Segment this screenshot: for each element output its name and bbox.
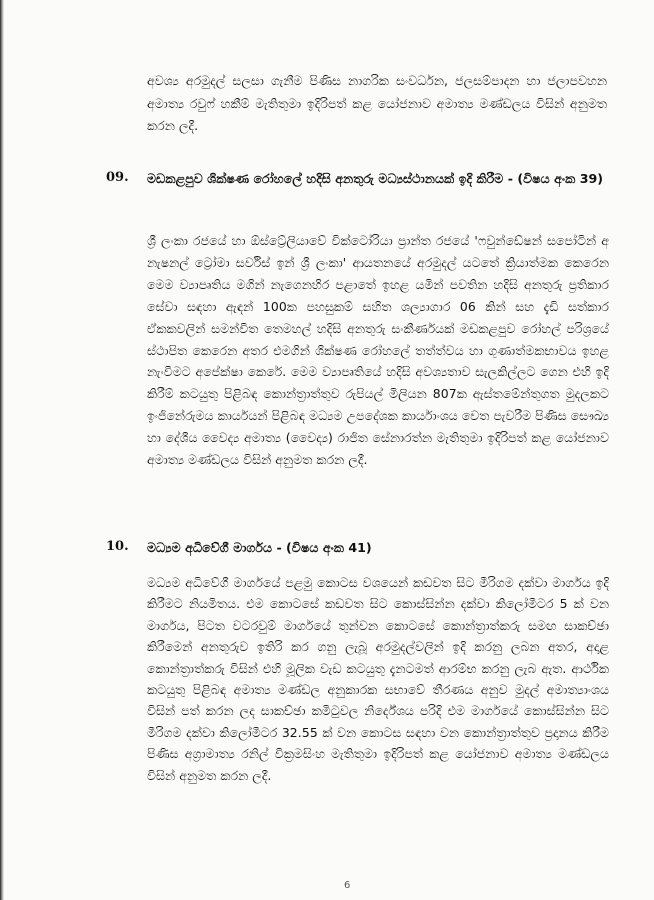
- section-09-number: 09.: [106, 170, 129, 185]
- page-number: 6: [344, 880, 351, 891]
- paragraph-intro: අවශ්‍ය අරමුදල් සලසා ගැනීම පිණිස නාගරික සංවර්ධන, ජලසම්පාදන හා ජලාපවහන අමාත්‍ය රවුෆ් හකීම් මැතිතුමා ඉදිරිපත් කළ යෝජනාව අමාත්‍ය මණ්ඩලය විසින් අනුමත කරන ලදී.: [147, 73, 607, 134]
- section-09-heading: මඩකළපුව ශික්ෂණ රෝහලේ හදිසි අනතුරු මධ්‍යස්ථානයක් ඉදි කිරීම - (විෂය අංක 39): [147, 171, 603, 186]
- section-10-number: 10.: [106, 539, 129, 554]
- section-10-heading: මධ්‍යම අධිවේගී මාර්ගය - (විෂය අංක 41): [147, 540, 372, 555]
- section-10-body: මධ්‍යම අධිවේගී මාර්ගයේ පළමු කොටස වශයෙන් කඩවත සිට මීරිගම දක්වා මාර්ගය ඉදි කිරීමට නියමිතය. එම කොටසේ කඩවත සිට කොස්සින්න දක්වා කිලෝමීටර 5 ක් වන මාර්ගය, පිටත වටරවුම් මාර්ගයේ තුන්වන කොටසේ කොන්ත්‍රාත්කරු සමඟ සාකච්ඡා කිරීමෙන් අනතුරුව ඉතිරි කර ගනු ලැබූ අරමුදල්වලින් ඉදි කරනු ලබන අතර, අදාළ කොන්ත්‍රාත්කරු විසින් එහි මූලික වැඩ කටයුතු දැනටමත් ආරම්භ කරනු ලැබ ඇත. ආර්ථික කටයුතු පිළිබඳ අමාත්‍ය මණ්ඩල අනුකාරක සභාවේ තීරණය අනුව මුදල් අමාත්‍යාංශය විසින් පත් කරන ලද සාකච්ඡා කමිටුවල නිර්දේශය පරිදි එම මාර්ගයේ කොස්සින්න සිට මීරිගම දක්වා කිලෝමීටර 32.55 ක් වන කොටස සඳහා වන කොන්ත්‍රාත්තුව ප්‍රදානය කිරීම පිණිස අග්‍රාමාත්‍ය රනිල් වික්‍රමසිංහ මැතිතුමා ඉදිරිපත් කළ යෝජනාව අමාත්‍ය මණ්ඩලය විසින් අනුමත කරන ලදී.: [147, 575, 609, 783]
- scan-edge-shadow: [0, 0, 4, 900]
- section-09-body: ශ්‍රී ලංකා රජයේ හා ඕස්ට්‍රේලියාවේ වික්ටෝරියා ප්‍රාන්ත රජයේ 'ෆවුන්ඩේෂන් සපෝටින් අ නැෂනල් ට්‍රෝමා සර්විස් ඉන් ශ්‍රී ලංකා' ආයතනයේ අරමුදල් යටතේ ක්‍රියාත්මක කෙරෙන මෙම ව්‍යාපෘතිය මගින් නැගෙනහිර පළාතේ ඉහළ යමින් පවතින හදිසි අනතුරු ප්‍රතිකාර සේවා සඳහා ඇඳන් 100ක පහසුකම් සහිත ශල්‍යාගාර 06 කින් සහ දැඩි සත්කාර ඒකකවලින් සමන්විත තෙමහල් හදිසි අනතුරු සංකීර්ණයක් මඩකළපුව රෝහල් පරිශ්‍රයේ ස්ථාපිත කෙරෙන අතර එමගින් ශික්ෂණ රෝහලේ තත්ත්වය හා ගුණාත්මකභාවය ඉහළ නැංවීමට අපේක්ෂා කෙරේ. මෙම ව්‍යාපෘතියේ හදිසි අවශ්‍යතාව සැලකිල්ලට ගෙන එහි ඉදි කිරීම් කටයුතු පිළිබඳ කොන්ත්‍රාත්තුව රුපියල් මිලියන 807ක ඇස්තමේන්තුගත මුදලකට ඉංජිනේරුමය කාර්යයන් පිළිබඳ මධ්‍යම උපදේශක කාර්යාංශය වෙත පැවරීම පිණිස සෞඛ්‍ය හා දේශීය වෛද්‍ය අමාත්‍ය (වෛද්‍ය) රාජිත සේනාරත්න මැතිතුමා ඉදිරිපත් කළ යෝජනාව අමාත්‍ය මණ්ඩලය විසින් අනුමත කරන ලදී.: [147, 233, 609, 468]
